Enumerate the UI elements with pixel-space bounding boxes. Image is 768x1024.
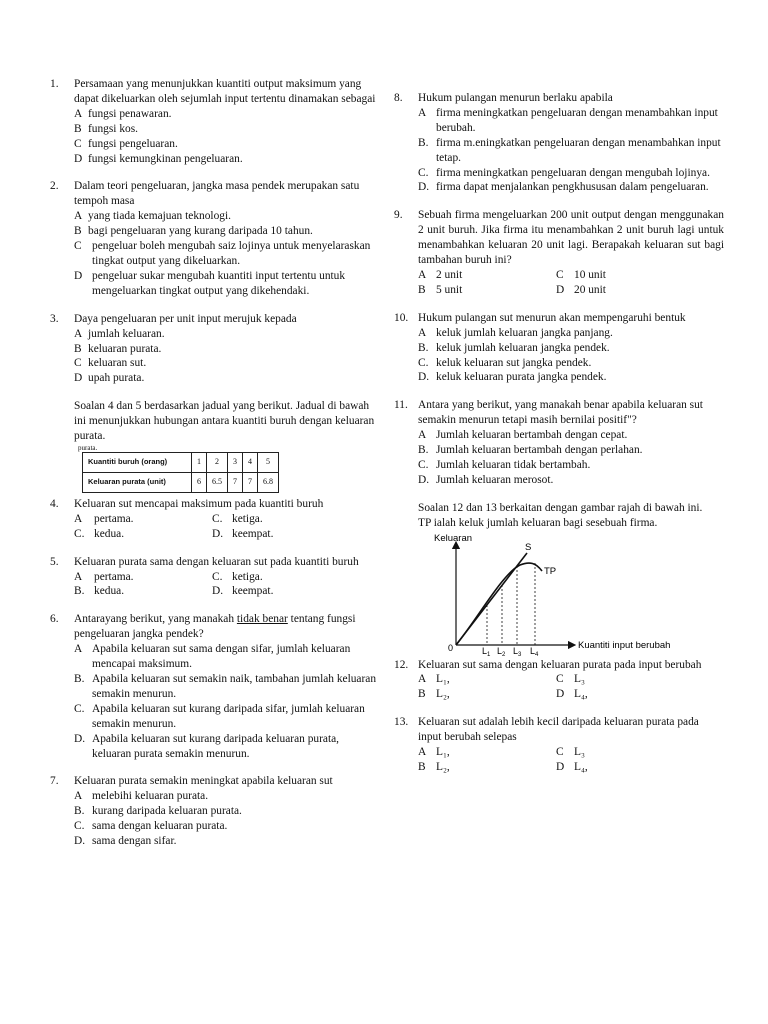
question-3 <box>50 312 380 387</box>
option-b[interactable]: B. kedua. <box>74 585 125 598</box>
question-4 <box>50 497 380 542</box>
question-number: 11. <box>394 399 408 412</box>
question-number: 7. <box>50 775 59 788</box>
question-number: 8. <box>394 92 403 104</box>
table-cell: 3 <box>228 452 243 472</box>
instruction-q4-q5: Soalan 4 dan 5 berdasarkan jadual yang berikut. Jadual di bawah ini menunjukkan hubungan antara kuantiti buruh dengan keluaran purata. <box>74 400 375 443</box>
option-b[interactable]: B 5 unit <box>418 283 463 296</box>
options-grid <box>418 672 724 702</box>
option-c[interactable]: C 10 unit <box>556 268 606 281</box>
tp-curve <box>456 563 542 645</box>
option-d[interactable]: D 20 unit <box>556 283 606 296</box>
option-a[interactable]: A L₁, <box>418 673 450 686</box>
question-stem: Persamaan yang menunjukkan kuantiti output maksimum yang dapat dikeluarkan oleh sejumlah input tertentu dinamakan sebagai <box>74 78 376 105</box>
question-stem: Antarayang berikut, yang manakah tidak benar tentang fungsi pengeluaran jangka pendek? <box>74 613 356 641</box>
option-b[interactable]: B L₂, <box>418 688 450 701</box>
options-grid <box>418 268 724 298</box>
options-grid <box>74 570 380 600</box>
question-10 <box>394 311 724 386</box>
tick-l2: $L_2$ <box>497 645 506 658</box>
question-stem: Daya pengeluaran per unit input merujuk kepada <box>74 312 297 325</box>
question-number: 12. <box>394 658 409 671</box>
question-9 <box>394 208 724 297</box>
question-stem: Antara yang berikut, yang manakah benar apabila keluaran sut semakin menurun tetapi masih bernilai positif"? <box>418 399 703 427</box>
tp-label: TP <box>544 565 557 577</box>
tick-l3: $L_3$ <box>513 645 522 658</box>
question-stem: Keluaran sut sama dengan keluaran purata pada input berubah <box>418 658 702 671</box>
table-row <box>83 452 279 472</box>
question-8 <box>394 91 724 195</box>
instruction-q12-q13: Soalan 12 dan 13 berkaitan dengan gambar rajah di bawah ini. <box>418 501 703 514</box>
option-c[interactable]: C keluaran sut. <box>74 357 147 370</box>
question-6 <box>50 612 380 761</box>
question-number: 2. <box>50 180 59 193</box>
option-c[interactable]: C. firma meningkatkan pengeluaran dengan mengubah lojinya. <box>418 166 710 179</box>
table-cell: 2 <box>207 452 228 472</box>
option-c[interactable]: C fungsi pengeluaran. <box>74 137 178 150</box>
option-b[interactable]: C. kedua. <box>74 527 125 540</box>
option-a[interactable]: A pertama. <box>74 512 134 525</box>
option-c[interactable]: C. sama dengan keluaran purata. <box>74 820 228 833</box>
option-b[interactable]: B. kurang daripada keluaran purata. <box>74 805 242 818</box>
option-a[interactable]: A keluk jumlah keluaran jangka panjang. <box>418 326 613 339</box>
option-c[interactable]: C L₃ <box>556 673 585 686</box>
option-d[interactable]: D. firma dapat menjalankan pengkhususan dalam pengeluaran. <box>418 181 709 194</box>
question-7 <box>50 774 380 849</box>
question-stem: Dalam teori pengeluaran, jangka masa pendek merupakan satu tempoh masa <box>74 180 360 208</box>
option-d[interactable]: D. keempat. <box>212 527 274 540</box>
question-stem: Keluaran purata sama dengan keluaran sut pada kuantiti buruh <box>74 555 359 568</box>
right-column <box>394 91 724 775</box>
table-cell: 5 <box>258 452 279 472</box>
question-stem: Keluaran purata semakin meningkat apabila keluaran sut <box>74 775 333 788</box>
y-axis-label: Keluaran <box>434 532 473 544</box>
option-a[interactable]: A firma meningkatkan pengeluaran dengan menambahkan input berubah. <box>418 106 718 134</box>
option-c[interactable]: C L₃ <box>556 746 585 759</box>
tp-curve-diagram <box>434 532 738 658</box>
question-stem: Sebuah firma mengeluarkan 200 unit output dengan menggunakan 2 unit buruh. Jika firma itu menambahkan 2 unit buruh lagi untuk menambahkan keluaran 20 unit lagi. Berapakah keluaran sut bagi tambahan buruh ini? <box>418 209 724 267</box>
question-2 <box>50 179 380 298</box>
option-b[interactable]: B bagi pengeluaran yang kurang daripada 10 tahun. <box>74 225 313 238</box>
question-stem: Hukum pulangan sut menurun akan mempengaruhi bentuk <box>418 311 686 324</box>
left-column <box>50 77 380 849</box>
question-12 <box>394 658 724 703</box>
option-a[interactable]: A melebihi keluaran purata. <box>74 790 209 803</box>
question-stem: Keluaran sut mencapai maksimum pada kuantiti buruh <box>74 497 324 510</box>
question-stem: Keluaran sut adalah lebih kecil daripada keluaran purata pada input berubah selepas <box>418 716 699 744</box>
labour-table <box>82 452 279 493</box>
question-11 <box>394 398 724 487</box>
option-b[interactable]: B. keluk jumlah keluaran jangka pendek. <box>418 341 610 354</box>
question-13 <box>394 715 724 775</box>
table-cell: 6 <box>192 472 207 492</box>
option-d[interactable]: D. keempat. <box>212 585 274 598</box>
question-5 <box>50 555 380 600</box>
tick-l1: $L_1$ <box>482 645 491 658</box>
option-d[interactable]: D pengeluar sukar mengubah kuantiti input tertentu untuk mengeluarkan tingkat output yang dikehendaki. <box>74 269 346 297</box>
table-block <box>50 444 380 493</box>
option-b[interactable]: B L₂, <box>418 761 450 773</box>
table-cell: 7 <box>228 472 243 492</box>
option-a[interactable]: A 2 unit <box>418 268 463 281</box>
option-a[interactable]: A yang tiada kemajuan teknologi. <box>74 210 231 223</box>
option-d[interactable]: D. sama dengan sifar. <box>74 835 177 848</box>
option-c[interactable]: C. ketiga. <box>212 570 263 583</box>
table-row-label: Keluaran purata (unit) <box>83 472 192 492</box>
origin-label: 0 <box>448 642 454 653</box>
option-b[interactable]: B fungsi kos. <box>74 122 138 135</box>
option-d[interactable]: D L₄, <box>556 761 588 773</box>
question-stem: Hukum pulangan menurun berlaku apabila <box>418 92 613 104</box>
options-grid <box>74 512 380 542</box>
question-number: 5. <box>50 555 59 568</box>
option-b[interactable]: B keluaran purata. <box>74 342 162 355</box>
question-number: 9. <box>394 209 403 222</box>
option-c[interactable]: C. Apabila keluaran sut kurang daripada sifar, jumlah keluaran semakin menurun. <box>74 702 365 730</box>
option-b[interactable]: B. Apabila keluaran sut semakin naik, tambahan jumlah keluaran semakin menurun. <box>74 673 377 700</box>
table-cell: 6.8 <box>258 472 279 492</box>
option-b[interactable]: B. Jumlah keluaran bertambah dengan perlahan. <box>418 444 643 457</box>
table-cell: 4 <box>243 452 258 472</box>
option-a[interactable]: A Jumlah keluaran bertambah dengan cepat. <box>418 429 628 442</box>
option-d[interactable]: D L₄, <box>556 688 588 701</box>
option-a[interactable]: A jumlah keluaran. <box>74 327 165 340</box>
tick-l4: $L_4$ <box>530 645 539 658</box>
option-d[interactable]: D. keluk keluaran purata jangka pendek. <box>418 371 607 384</box>
underlined-phrase: tidak benar <box>236 613 288 626</box>
option-d[interactable]: D. Jumlah keluaran merosot. <box>418 473 554 486</box>
question-number: 4. <box>50 497 59 510</box>
table-cell: 7 <box>243 472 258 492</box>
table-cell: 6.5 <box>207 472 228 492</box>
table-caption: purata. <box>78 443 98 452</box>
option-c[interactable]: C pengeluar boleh mengubah saiz lojinya untuk menyelaraskan tingkat output yang dikeluarkan. <box>74 240 371 267</box>
s-label: S <box>525 541 532 553</box>
option-a[interactable]: A L₁, <box>418 746 450 759</box>
option-d[interactable]: D. Apabila keluaran sut kurang daripada keluaran purata, keluaran purata semakin menurun. <box>74 732 340 760</box>
table-row <box>83 472 279 492</box>
question-1 <box>50 77 380 166</box>
option-a[interactable]: A Apabila keluaran sut sama dengan sifar, jumlah keluaran mencapai maksimum. <box>74 643 351 671</box>
option-c[interactable]: C. Jumlah keluaran tidak bertambah. <box>418 458 591 471</box>
table-cell: 1 <box>192 452 207 472</box>
question-number: 1. <box>50 78 59 90</box>
question-number: 13. <box>394 716 409 729</box>
table-row-label: Kuantiti buruh (orang) <box>83 452 192 472</box>
option-c[interactable]: C. keluk keluaran sut jangka pendek. <box>418 356 592 369</box>
option-d[interactable]: D upah purata. <box>74 372 145 385</box>
option-d[interactable]: D fungsi kemungkinan pengeluaran. <box>74 152 243 165</box>
options-grid <box>418 745 724 775</box>
ray-from-origin <box>456 553 527 645</box>
question-number: 3. <box>50 312 59 325</box>
option-c[interactable]: C. ketiga. <box>212 512 263 525</box>
tp-definition: TP ialah keluk jumlah keluaran bagi sesebuah firma. <box>418 516 658 529</box>
option-b[interactable]: B. firma m.eningkatkan pengeluaran dengan menambahkan input tetap. <box>418 136 721 164</box>
x-axis-label: Kuantiti input berubah <box>578 639 671 651</box>
option-a[interactable]: A fungsi penawaran. <box>74 107 172 120</box>
question-number: 6. <box>50 613 59 626</box>
question-number: 10. <box>394 311 409 324</box>
option-a[interactable]: A pertama. <box>74 570 134 583</box>
